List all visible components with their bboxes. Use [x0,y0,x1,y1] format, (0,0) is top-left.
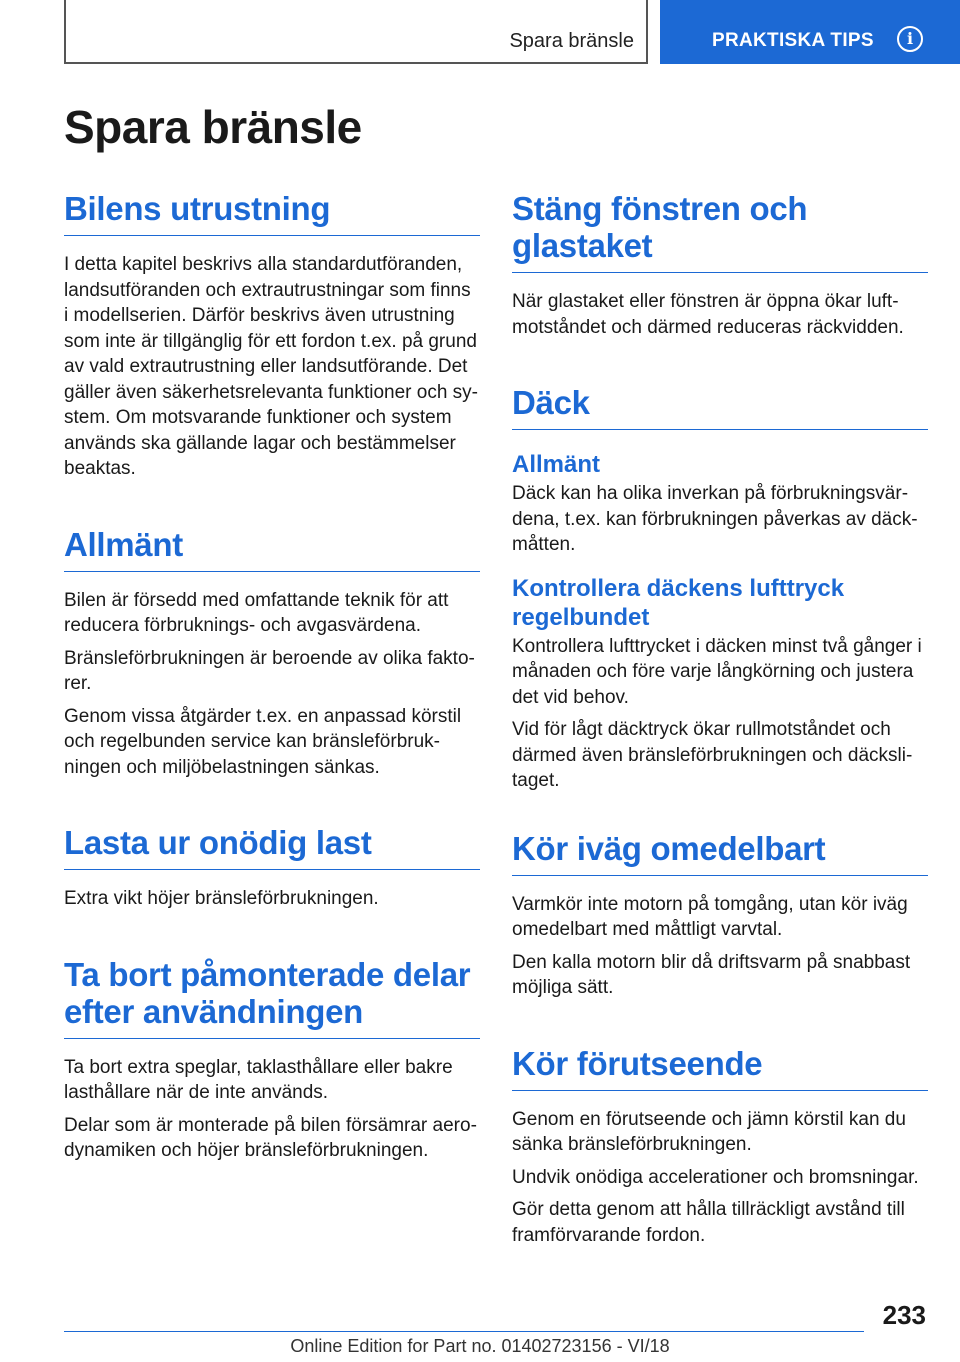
section-heading: Lasta ur onödig last [64,824,480,870]
subsection-tyre-pressure [512,574,928,794]
paragraph: När glastaket eller fönstren är öppna ökar luft‐ motståndet och därmed reduceras räckvidden. [512,291,904,338]
section-windows [512,190,928,340]
right-column [512,190,928,1292]
section-heading: Kör förutseende [512,1045,928,1091]
section-anticipate [512,1045,928,1249]
paragraph: Genom vissa åtgärder t.ex. en anpassad körstil och regelbunden service kan bränsleförbruk‐ ningen och miljöbelastningen sänkas. [64,705,462,778]
section-heading: Kör iväg omedelbart [512,830,928,876]
section-heading: Stäng fönstren och glastaket [512,190,928,273]
paragraph: Kontrollera lufttrycket i däcken minst två gånger i månaden och före varje långkörning och justera det vid behov. [512,635,922,708]
paragraph: Extra vikt höjer bränsleförbrukningen. [64,888,379,909]
info-icon: i [897,26,923,52]
section-heading: Ta bort påmonterade delar efter användningen [64,956,480,1039]
paragraph: Ta bort extra speglar, taklasthållare eller bakre lasthållare när de inte används. [64,1056,453,1103]
paragraph: Bilen är försedd med omfattande teknik för att reducera förbruknings- och avgasvärdena. [64,589,449,636]
subsection-heading: Allmänt [512,451,601,478]
paragraph: Genom en förutseende och jämn körstil kan du sänka bränsleförbrukningen. [512,1108,906,1155]
paragraph: Däck kan ha olika inverkan på förbrukningsvär‐ dena, t.ex. kan förbrukningen påverkas av däck‐ måtten. [512,483,918,555]
left-column [64,190,480,1208]
header-chapter-label: PRAKTISKA TIPS [712,30,874,51]
paragraph: Vid för lågt däcktryck ökar rullmotståndet och därmed även bränsleförbrukningen och däcksli‐ taget. [512,719,913,791]
paragraph: Gör detta genom att hålla tillräckligt avstånd till framförvarande fordon. [512,1199,905,1246]
header-chapter-tab[interactable] [660,0,960,64]
section-unload [64,824,480,912]
paragraph: I detta kapitel beskrivs alla standardutföranden, landsutföranden och extrautrustningar som finns i modellserien. Därför beskrivs även utrustning som inte är tillgänglig för ett fordon t.ex. på grund av vald extrautrustning eller landsutförande. Det gäller även säkerhetsrelevanta funktioner och sy‐ stem. Om motsvarande funktioner och system används ska gällande lagar och bestämmelser beaktas. [64,254,479,479]
paragraph: Den kalla motorn blir då driftsvarm på snabbast möjliga sätt. [512,951,911,998]
section-heading: Allmänt [64,526,480,572]
paragraph: Delar som är monterade på bilen försämrar aero‐ dynamiken och höjer bränsleförbrukningen. [64,1114,477,1161]
section-equipment [64,190,480,482]
paragraph: Bränsleförbrukningen är beroende av olika fakto‐ rer. [64,647,475,694]
footer-edition: Online Edition for Part no. 01402723156 - VI/18 [290,1336,670,1356]
footer-divider [64,1331,864,1332]
section-tyres [512,384,928,794]
section-drive-off [512,830,928,1001]
section-heading: Bilens utrustning [64,190,480,236]
page-number: 233 [882,1300,926,1330]
page-title: Spara bränsle [64,101,362,153]
paragraph: Varmkör inte motorn på tomgång, utan kör iväg omedelbart med måttligt varvtal. [512,893,908,940]
subsection-tyres-general [512,450,928,558]
header-section-title: Spara bränsle [509,30,634,52]
paragraph: Undvik onödiga accelerationer och bromsningar. [512,1166,919,1188]
section-heading: Däck [512,384,928,430]
subsection-heading: Kontrollera däckens lufttryck regelbundet [512,574,845,631]
section-remove-parts [64,956,480,1164]
section-general [64,526,480,781]
